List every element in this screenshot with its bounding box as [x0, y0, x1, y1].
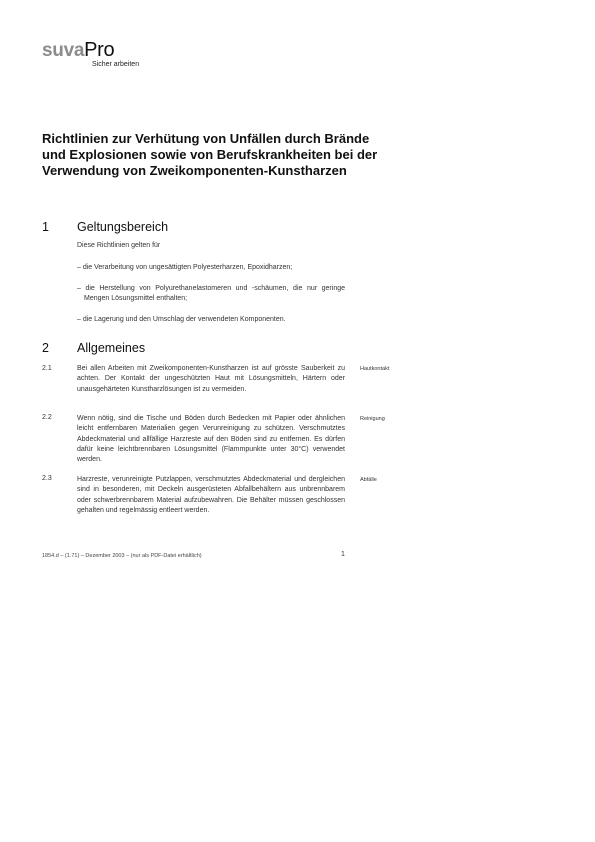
- list-item: – die Lagerung und den Umschlag der verwendeten Komponenten.: [77, 316, 286, 323]
- paragraph-text: Wenn nötig, sind die Tische und Böden durch Bedecken mit Papier oder ähnlichen leicht entfernbaren Materialien gegen Verunreinigung zu schützen. Verschmutztes Abdeckmaterial und allfällige Harzreste auf den Böden sind zu entfernen. Es dürfen dafür keine leichtbrennbaren Lösungsmittel (Flammpunkte unter 30°C) verwendet werden.: [77, 415, 345, 464]
- paragraph-number: 2.3: [42, 475, 52, 482]
- footer-text: 1854.d – (1.71) – Dezember 2003 – (nur als PDF-Datei erhältlich): [42, 553, 202, 559]
- margin-note: Hautkontakt: [360, 366, 390, 372]
- section-1-intro: Diese Richtlinien gelten für: [77, 242, 161, 249]
- logo-tagline: Sicher arbeiten: [92, 61, 140, 68]
- margin-note: Abfälle: [360, 477, 377, 483]
- margin-note: Reinigung: [360, 416, 385, 422]
- section-2-title: Allgemeines: [77, 341, 146, 355]
- list-item: – die Verarbeitung von ungesättigten Polyesterharzen, Epoxidharzen;: [77, 264, 293, 271]
- section-2-number: 2: [42, 341, 49, 355]
- paragraph-text: Harzreste, verunreinigte Putzlappen, verschmutztes Abdeckmaterial und dergleichen sind in besonderen, mit Deckeln ausgerüsteten Abfallbehältern aus unbrennbarem oder schwerbrennbarem Material aufzubewahren. Die Behälter müssen geschlossen gehalten und regelmässig entleert werden.: [77, 476, 345, 514]
- suva-pro-logo: [42, 39, 140, 68]
- scope-list: [77, 263, 345, 336]
- logo-wordmark: [42, 40, 114, 61]
- section-1-title: Geltungsbereich: [77, 220, 169, 234]
- page-number: 1: [341, 551, 345, 558]
- paragraph-number: 2.1: [42, 365, 52, 372]
- section-1-number: 1: [42, 220, 49, 234]
- document-title: Richtlinien zur Verhütung von Unfällen durch Brände und Explosionen sowie von Berufskrankheiten bei der Verwendung von Zweikomponenten-Kunstharzen: [42, 131, 378, 178]
- paragraph-number: 2.2: [42, 414, 52, 421]
- paragraph-text: Bei allen Arbeiten mit Zweikomponenten-Kunstharzen ist auf grösste Sauberkeit zu achten. Der Kontakt der ungeschützten Haut mit Lösungsmitteln, Härtern oder unausgehärteten Kunstharzlösungen ist zu vermeiden.: [77, 365, 345, 393]
- list-item: – die Herstellung von Polyurethanelastomeren und -schäumen, die nur geringe Mengen Lösungsmittel enthalten;: [77, 285, 345, 302]
- logo-suva-text: suva: [42, 40, 85, 61]
- logo-pro-text: Pro: [84, 39, 115, 61]
